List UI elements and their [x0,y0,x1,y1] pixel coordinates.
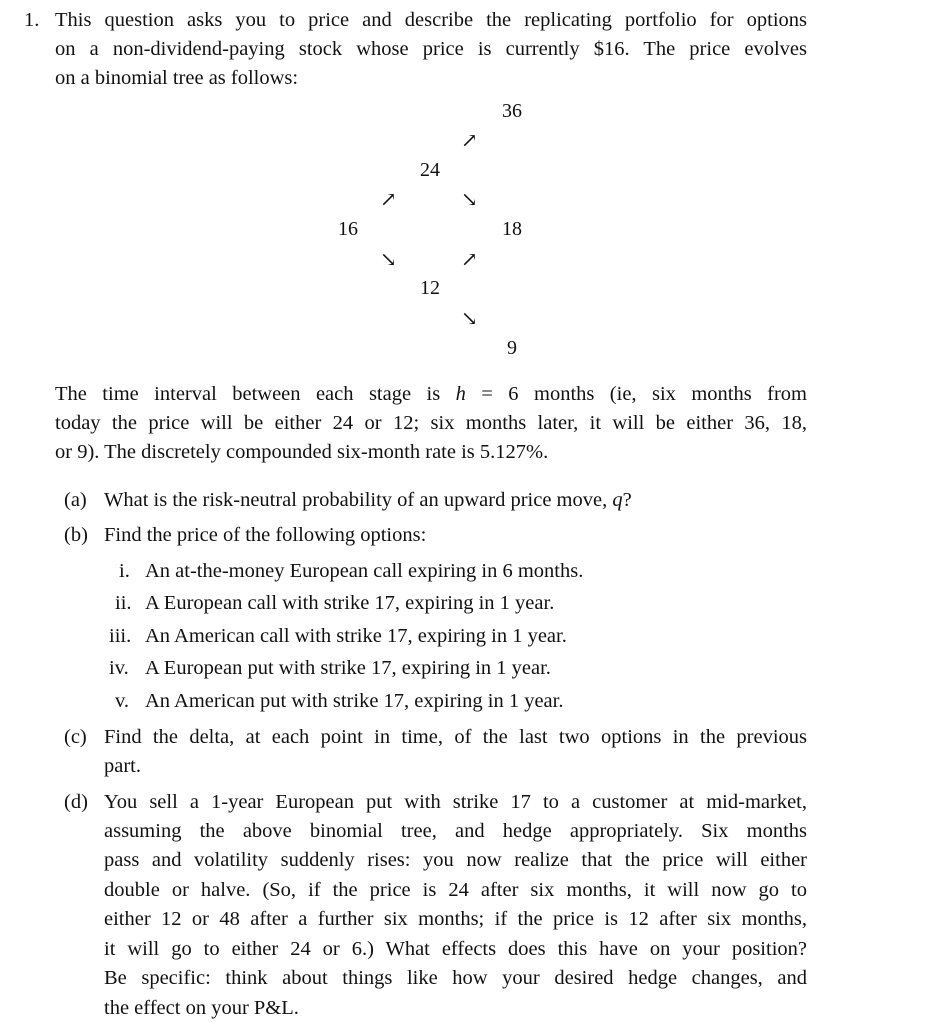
part-a-text: What is the risk-neutral probability of an upward price move, q? [104,489,632,511]
part-d-line-5: either 12 or 48 after a further six months; if the price is 12 after six months, [104,908,807,930]
interval-line-2: today the price will be either 24 or 12; six months later, it will be either 36, 18, [55,412,807,434]
interval-line-1: The time interval between each stage is h = 6 months (ie, six months from [55,383,807,405]
part-c-line-2: part. [104,755,141,777]
subitem-label: v. [115,690,130,712]
intro-line-2: on a non-dividend-paying stock whose price is currently $16. The price evolves [55,38,807,60]
intro-line-3: on a binomial tree as follows: [55,67,299,89]
part-d-line-3: pass and volatility suddenly rises: you now realize that the price will either [104,849,807,871]
subitem-text: An American call with strike 17, expiring in 1 year. [145,625,567,647]
part-label: (a) [64,489,87,511]
part-label: (b) [64,524,88,546]
tree-node-ud: 18 [502,218,522,240]
part-d-line-6: it will go to either 24 or 6.) What effects does this have on your position? [104,938,807,960]
arrow-up-icon: ↗ [461,130,478,152]
tree-node-down: 12 [420,277,440,299]
tree-node-up: 24 [420,159,440,181]
part-c-line-1: Find the delta, at each point in time, of the last two options in the previous [104,726,807,748]
part-d-line-1: You sell a 1-year European put with strike 17 to a customer at mid-market, [104,791,807,813]
subitem-text: A European call with strike 17, expiring in 1 year. [145,592,555,614]
part-label: (d) [64,791,88,813]
subitem-text: An at-the-money European call expiring in 6 months. [145,560,584,582]
arrow-down-icon: ↘ [380,249,397,271]
variable-h: h [455,383,466,405]
variable-q: q [612,489,623,511]
interval-line-3: or 9). The discretely compounded six-month rate is 5.127%. [55,441,549,463]
subitem-label: i. [119,560,130,582]
arrow-up-icon: ↗ [461,249,478,271]
arrow-down-icon: ↘ [461,308,478,330]
intro-line-1: This question asks you to price and describe the replicating portfolio for options [55,9,807,31]
subitem-text: A European put with strike 17, expiring in 1 year. [145,657,551,679]
part-d-line-2: assuming the above binomial tree, and hedge appropriately. Six months [104,820,807,842]
part-label: (c) [64,726,87,748]
question-number: 1. [24,9,40,31]
tree-node-uu: 36 [502,100,522,122]
tree-node-s0: 16 [338,218,358,240]
part-d-line-7: Be specific: think about things like how your desired hedge changes, and [104,967,807,989]
part-d-line-8: the effect on your P&L. [104,997,299,1019]
part-d-line-4: double or halve. (So, if the price is 24 after six months, it will now go to [104,879,807,901]
arrow-down-icon: ↘ [461,189,478,211]
arrow-up-icon: ↗ [380,189,397,211]
subitem-label: iv. [109,657,129,679]
subitem-label: ii. [115,592,132,614]
subitem-text: An American put with strike 17, expiring in 1 year. [145,690,564,712]
part-b-text: Find the price of the following options: [104,524,427,546]
tree-node-dd: 9 [507,337,517,359]
subitem-label: iii. [109,625,132,647]
